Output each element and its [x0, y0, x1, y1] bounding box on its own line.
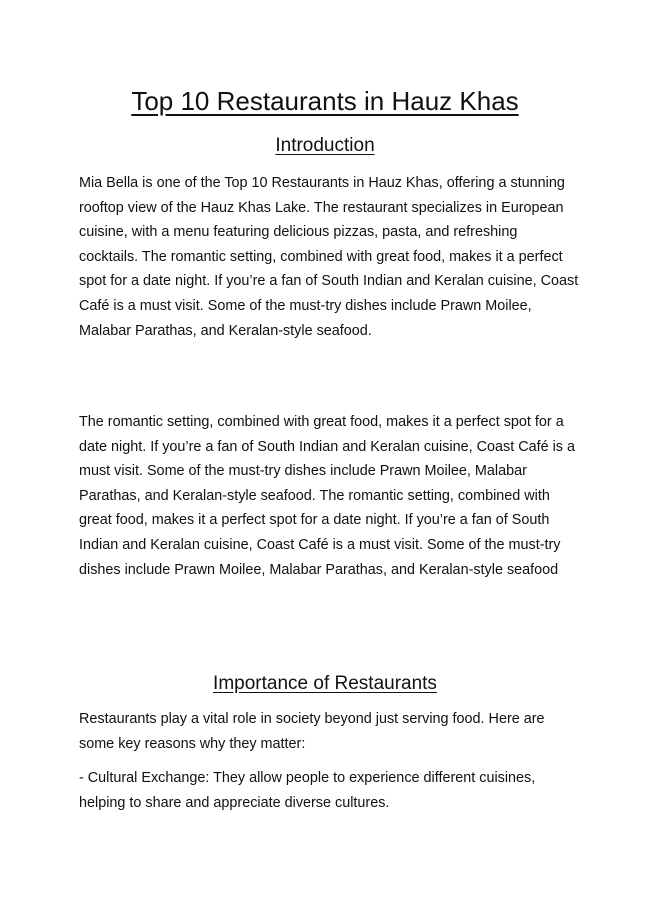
section-heading-introduction: Introduction [275, 135, 375, 156]
importance-paragraph-1: Restaurants play a vital role in society beyond just serving food. Here are some key reasons why they matter: [79, 711, 545, 752]
intro-paragraph-1: Mia Bella is one of the Top 10 Restaurants in Hauz Khas, offering a stunning rooftop view of the Hauz Khas Lake. The restaurant specializes in European cuisine, with a menu featuring delicious pizzas, pasta, and refreshing cocktails. The romantic setting, combined with great food, makes it a perfect spot for a date night. If you’re a fan of South Indian and Keralan cuisine, Coast Café is a must visit. Some of the must-try dishes include Prawn Moilee, Malabar Parathas, and Keralan-style seafood. [79, 175, 579, 339]
intro-paragraph-2: The romantic setting, combined with great food, makes it a perfect spot for a date night. If you’re a fan of South Indian and Keralan cuisine, Coast Café is a must visit. Some of the must-try dishes include Prawn Moilee, Malabar Parathas, and Keralan-style seafood. The romantic setting, combined with great food, makes it a perfect spot for a date night. If you’re a fan of South Indian and Keralan cuisine, Coast Café is a must visit. Some of the must-try dishes include Prawn Moilee, Malabar Parathas, and Keralan-style seafood [79, 414, 575, 578]
section-heading-importance: Importance of Restaurants [213, 673, 437, 694]
importance-list-item-cultural-exchange: - Cultural Exchange: They allow people to experience different cuisines, helping to share and appreciate diverse cultures. [79, 770, 536, 811]
page-title: Top 10 Restaurants in Hauz Khas [131, 86, 519, 116]
